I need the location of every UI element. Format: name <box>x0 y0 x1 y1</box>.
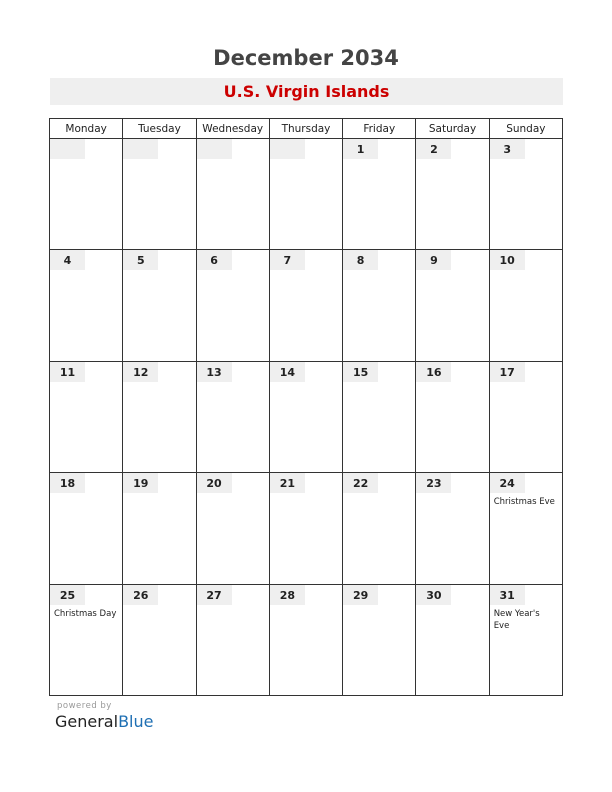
day-number: 8 <box>343 250 378 270</box>
day-cell <box>50 584 123 695</box>
day-cell <box>416 139 489 250</box>
day-cell <box>50 473 123 584</box>
day-cell <box>489 139 562 250</box>
weekday-header: Tuesday <box>123 119 196 139</box>
day-number: 19 <box>123 473 158 493</box>
day-number: 28 <box>270 585 305 605</box>
day-cell <box>489 250 562 361</box>
day-number: 29 <box>343 585 378 605</box>
day-number: 20 <box>197 473 232 493</box>
day-cell <box>489 361 562 472</box>
day-number: 30 <box>416 585 451 605</box>
day-number: 21 <box>270 473 305 493</box>
generalblue-logo <box>55 712 153 731</box>
week-row <box>50 473 563 584</box>
day-cell <box>50 250 123 361</box>
region-name: U.S. Virgin Islands <box>223 82 390 101</box>
day-number: 24 <box>490 473 525 493</box>
day-number <box>123 139 158 159</box>
day-cell <box>343 250 416 361</box>
day-number: 17 <box>490 362 525 382</box>
day-cell <box>269 361 342 472</box>
day-number: 13 <box>197 362 232 382</box>
day-cell <box>123 139 196 250</box>
day-cell <box>269 250 342 361</box>
powered-by-label: powered by <box>57 701 112 711</box>
weekday-header: Sunday <box>489 119 562 139</box>
day-number: 14 <box>270 362 305 382</box>
day-cell <box>123 250 196 361</box>
weekday-header: Saturday <box>416 119 489 139</box>
day-number: 4 <box>50 250 85 270</box>
day-cell <box>489 584 562 695</box>
weekday-header: Thursday <box>269 119 342 139</box>
day-number: 27 <box>197 585 232 605</box>
day-cell <box>123 361 196 472</box>
weekday-header: Monday <box>50 119 123 139</box>
day-cell <box>196 250 269 361</box>
day-cell <box>489 473 562 584</box>
day-number: 25 <box>50 585 85 605</box>
day-number: 31 <box>490 585 525 605</box>
day-number: 10 <box>490 250 525 270</box>
day-number: 7 <box>270 250 305 270</box>
day-number: 1 <box>343 139 378 159</box>
week-row <box>50 584 563 695</box>
day-number: 22 <box>343 473 378 493</box>
day-number: 26 <box>123 585 158 605</box>
holiday-label: Christmas Day <box>54 608 117 619</box>
week-row <box>50 139 563 250</box>
day-cell <box>416 473 489 584</box>
day-cell <box>50 139 123 250</box>
day-cell <box>196 473 269 584</box>
day-number: 23 <box>416 473 451 493</box>
day-number: 3 <box>490 139 525 159</box>
day-number <box>270 139 305 159</box>
day-number: 6 <box>197 250 232 270</box>
day-cell <box>343 584 416 695</box>
day-number: 9 <box>416 250 451 270</box>
holiday-label: New Year's Eve <box>493 608 540 631</box>
day-cell <box>196 361 269 472</box>
day-number <box>197 139 232 159</box>
day-cell <box>269 473 342 584</box>
holiday-label: Christmas Eve <box>493 497 555 508</box>
weekday-header-row <box>50 119 563 139</box>
calendar-title: December 2034 <box>213 46 399 70</box>
weekday-header: Wednesday <box>196 119 269 139</box>
week-row <box>50 250 563 361</box>
brand-general: General <box>55 712 119 731</box>
day-number: 18 <box>50 473 85 493</box>
day-number: 12 <box>123 362 158 382</box>
day-cell <box>196 584 269 695</box>
weekday-header: Friday <box>343 119 416 139</box>
day-number: 15 <box>343 362 378 382</box>
day-number <box>50 139 85 159</box>
day-number: 11 <box>50 362 85 382</box>
day-number: 2 <box>416 139 451 159</box>
calendar-grid <box>49 118 563 696</box>
day-number: 5 <box>123 250 158 270</box>
day-cell <box>343 361 416 472</box>
brand-blue: Blue <box>118 712 154 731</box>
day-cell <box>416 361 489 472</box>
day-cell <box>269 139 342 250</box>
day-cell <box>123 584 196 695</box>
day-cell <box>416 584 489 695</box>
day-cell <box>123 473 196 584</box>
day-cell <box>343 139 416 250</box>
region-banner <box>50 78 563 105</box>
day-cell <box>196 139 269 250</box>
day-cell <box>50 361 123 472</box>
day-number: 16 <box>416 362 451 382</box>
day-cell <box>343 473 416 584</box>
day-cell <box>269 584 342 695</box>
week-row <box>50 361 563 472</box>
day-cell <box>416 250 489 361</box>
